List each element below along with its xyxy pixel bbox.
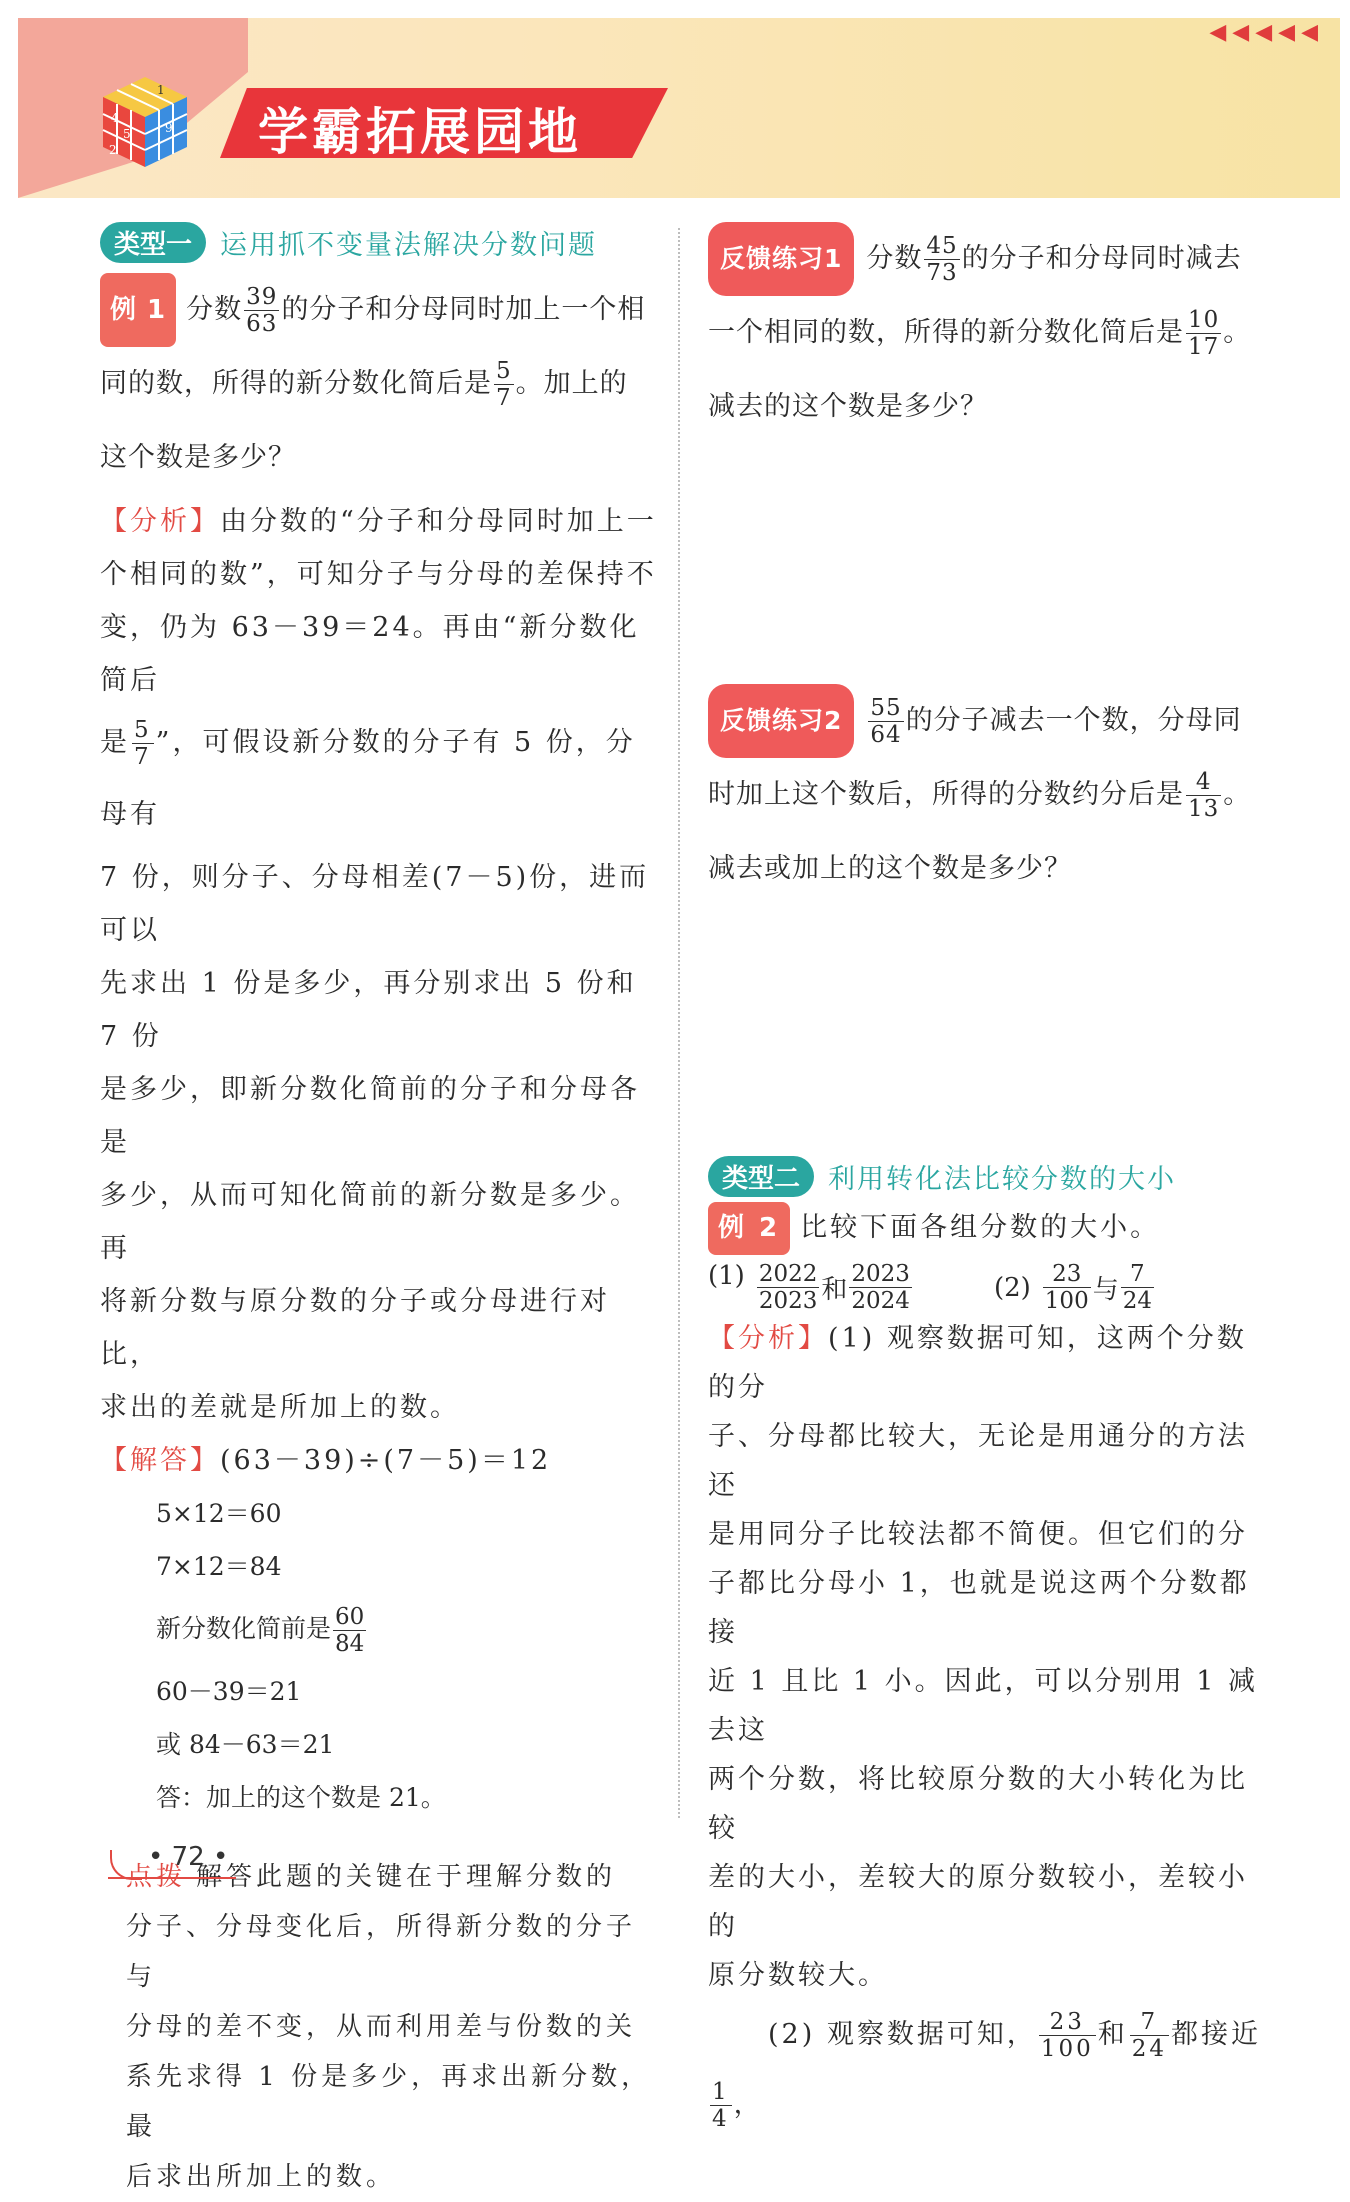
text: 的分子减去一个数，分母同: [905, 705, 1242, 736]
type1-heading: [100, 222, 660, 263]
fraction: $\frac{10}{17}$: [1188, 307, 1220, 360]
cube-digit: 2: [109, 143, 117, 157]
text: 子都比分母小 1，也就是说这两个分数都接: [708, 1568, 1250, 1648]
text: 这个数是多少？: [100, 442, 296, 473]
step: 答：加上的这个数是 21。: [156, 1783, 446, 1812]
page-number-underline: [108, 1877, 236, 1879]
text: 同的数，所得的新分数化简后是: [100, 368, 492, 399]
answer1: [100, 1434, 660, 1487]
left-column: [100, 222, 660, 2202]
fraction: $\frac{7}{24}$: [1131, 2009, 1168, 2062]
feedback-exercise-2: [708, 684, 1268, 906]
fraction: $\frac{4}{13}$: [1188, 769, 1220, 822]
text: 由分数的“分子和分母同时加上一: [220, 506, 657, 537]
text: 后求出所加上的数。: [126, 2162, 397, 2192]
type2-tag: 类型二: [708, 1156, 814, 1197]
type2-name: 利用转化法比较分数的大小: [828, 1164, 1177, 1195]
fraction: $\frac{5}{7}$: [496, 358, 512, 411]
example1-tag: 例 1: [100, 273, 176, 347]
example1: [100, 273, 660, 495]
analysis2: [708, 1314, 1268, 2140]
text: 分数: [866, 243, 923, 274]
text: 差的大小，差较大的原分数较小，差较小的: [708, 1862, 1248, 1942]
analysis-label: 【分析】: [708, 1323, 828, 1354]
column-divider: [678, 228, 680, 1818]
text: (2) 观察数据可知，: [768, 2019, 1037, 2050]
example2-comparisons: [708, 1261, 1268, 1314]
fraction: $\frac{5}{7}$: [134, 717, 152, 770]
type1-tag: 类型一: [100, 222, 206, 263]
text: 个相同的数”，可知分子与分母的差保持不: [100, 559, 657, 590]
text: 系先求得 1 份是多少，再求出新分数，最: [126, 2062, 652, 2142]
rubiks-cube-icon: [95, 72, 195, 172]
fraction: $\frac{45}{73}$: [926, 233, 958, 286]
text: 是用同分子比较法都不简便。但它们的分: [708, 1519, 1248, 1550]
analysis1: [100, 495, 660, 1434]
text: 将新分数与原分数的分子或分母进行对比，: [100, 1286, 610, 1370]
text: 都接近: [1171, 2019, 1262, 2050]
answer-steps: [156, 1487, 660, 1824]
fraction: $\frac{2022}{2023}$: [758, 1261, 818, 1314]
text: 子、分母都比较大，无论是用通分的方法还: [708, 1421, 1248, 1501]
tip-box: [126, 1852, 660, 2202]
text: 时加上这个数后，所得的分数约分后是: [708, 779, 1184, 810]
text: 。加上的: [515, 368, 628, 399]
text: 解答此题的关键在于理解分数的: [196, 1862, 617, 1892]
page-title: 学霸拓展园地: [258, 103, 582, 161]
text: ”，可假设新分数的分子有 5 份，分母有: [100, 727, 636, 830]
feedback2-tag: 反馈练习2: [708, 684, 854, 758]
feedback-exercise-1: [708, 222, 1268, 444]
text: 一个相同的数，所得的新分数化简后是: [708, 317, 1184, 348]
text: 的分子和分母同时加上一个相: [281, 294, 646, 325]
text: 分子、分母变化后，所得新分数的分子与: [126, 1912, 637, 1992]
step: 5×12＝60: [156, 1499, 282, 1528]
step: 新分数化简前是 $\frac{60}{84}$: [156, 1604, 365, 1657]
cube-digit: 5: [123, 127, 131, 141]
text: 。: [1223, 317, 1252, 348]
analysis-label: 【分析】: [100, 506, 220, 537]
feedback1-tag: 反馈练习1: [708, 222, 854, 296]
fraction: $\frac{39}{63}$: [246, 284, 278, 337]
page-number: • 72 •: [148, 1842, 229, 1872]
text: 原分数较大。: [708, 1960, 888, 1991]
text: 变，仍为 63－39＝24。再由“新分数化简后: [100, 612, 640, 696]
text: 求出的差就是所加上的数。: [100, 1392, 460, 1423]
text: 分数: [186, 294, 243, 325]
fraction: $\frac{7}{24}$: [1122, 1261, 1152, 1314]
text: 分母的差不变，从而利用差与份数的关: [126, 2012, 637, 2042]
example2-tag: 例 2: [708, 1202, 790, 1255]
text: 和: [821, 1275, 848, 1305]
type2-heading: [708, 1156, 1268, 1197]
text: 减去的这个数是多少？: [708, 391, 988, 422]
text: 多少，从而可知化简前的新分数是多少。再: [100, 1180, 640, 1264]
text: 。: [1223, 779, 1252, 810]
text: 7 份，则分子、分母相差(7－5)份，进而可以: [100, 862, 650, 946]
text: 是多少，即新分数化简前的分子和分母各是: [100, 1074, 640, 1158]
text: 先求出 1 份是多少，再分别求出 5 份和 7 份: [100, 968, 637, 1052]
tip-label: 点拨: [126, 1862, 187, 1892]
text: (1): [708, 1261, 745, 1291]
step: 或 84－63＝21: [156, 1730, 335, 1759]
text: 近 1 且比 1 小。因此，可以分别用 1 减去这: [708, 1666, 1259, 1746]
fraction: $\frac{1}{4}$: [712, 2079, 730, 2132]
text: (63－39)÷(7－5)＝12: [220, 1445, 552, 1476]
answer-label: 【解答】: [100, 1445, 220, 1476]
cube-digit: 1: [157, 83, 165, 97]
text: (2): [993, 1272, 1031, 1303]
type1-name: 运用抓不变量法解决分数问题: [220, 230, 598, 261]
text: ，: [733, 2089, 764, 2120]
step: 7×12＝84: [156, 1552, 282, 1581]
text: (1) 观察数据可知，这两个分数的分: [708, 1323, 1247, 1403]
fraction: $\frac{60}{84}$: [335, 1604, 365, 1657]
text: 比较下面各组分数的大小。: [800, 1212, 1161, 1243]
text: 和: [1097, 2019, 1128, 2050]
right-column: [708, 222, 1268, 2140]
text: 的分子和分母同时减去: [961, 243, 1242, 274]
cube-digit: 9: [165, 121, 173, 135]
text: 两个分数，将比较原分数的大小转化为比较: [708, 1764, 1248, 1844]
example2: [708, 1201, 1268, 1255]
fraction: $\frac{55}{64}$: [870, 695, 902, 748]
cube-digit: 4: [111, 111, 119, 125]
text: 是: [100, 727, 130, 758]
text: 与: [1092, 1275, 1119, 1305]
step: 60－39＝21: [156, 1677, 302, 1706]
fraction: $\frac{23}{100}$: [1044, 1261, 1089, 1314]
fraction: $\frac{2023}{2024}$: [851, 1261, 910, 1314]
text: 减去或加上的这个数是多少？: [708, 853, 1072, 884]
fraction: $\frac{23}{100}$: [1040, 2009, 1094, 2062]
arrow-decoration-icon: ◀◀◀◀◀: [1209, 20, 1324, 45]
